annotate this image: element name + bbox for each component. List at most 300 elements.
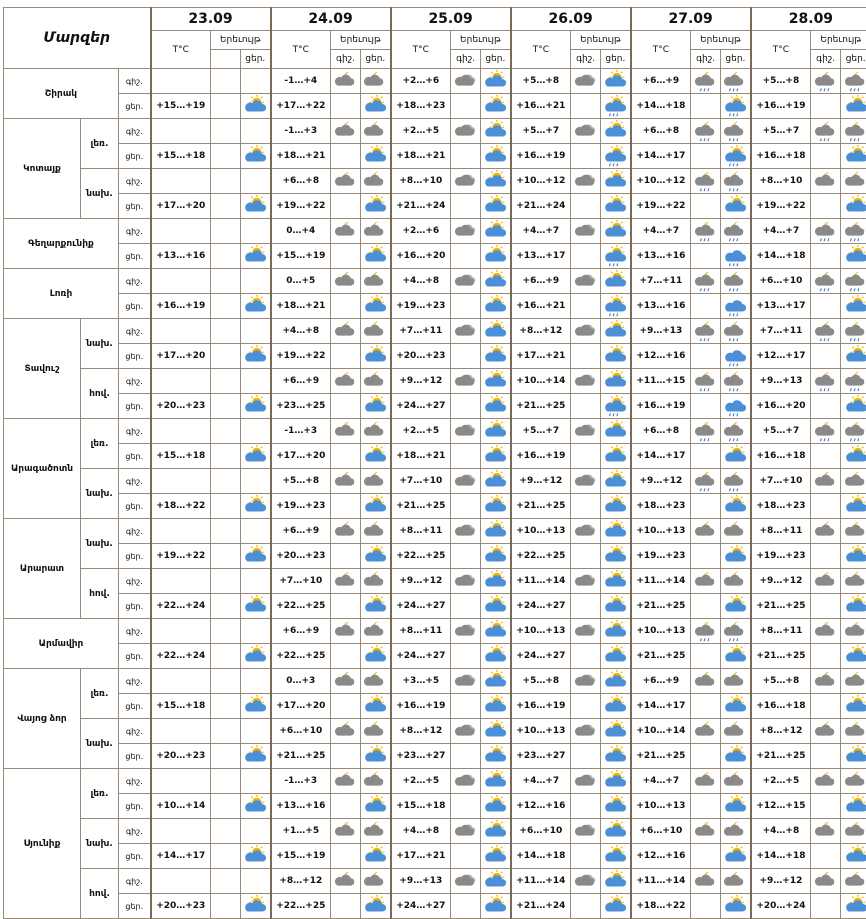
temp-range: +6…+10 [511,819,571,844]
icon-cell-empty [331,94,361,119]
moon-rain-icon [691,369,721,394]
sun-cloud-icon [361,594,391,619]
temp-range: +16…+20 [751,394,811,419]
temp-range: +21…+25 [511,394,571,419]
icon-cell-empty [331,594,361,619]
temp-range: +6…+9 [631,69,691,94]
overcast-icon [451,269,481,294]
temp-range: +10…+13 [511,619,571,644]
sun-cloud-icon [481,444,511,469]
temp-range: +11…+15 [631,369,691,394]
sun-rain-icon [601,394,631,419]
region-name: Կոտայք [4,119,81,219]
temp-range: +7…+11 [631,269,691,294]
region-name: Տավուշ [4,319,81,419]
overcast-icon [571,619,601,644]
icon-cell-empty [211,94,241,119]
temp-range: +21…+25 [631,644,691,669]
period-label: ցեր. [119,94,151,119]
icon-cell-empty [361,169,391,194]
icon-cell-empty [811,144,841,169]
forecast-row [4,194,866,219]
icon-cell-empty [211,219,241,244]
icon-cell-empty [691,194,721,219]
icon-cell-empty [721,769,751,794]
temp-range: -1…+3 [271,419,331,444]
period-label: ցեր. [119,544,151,569]
temp-range: +23…+27 [391,744,451,769]
temp-range: +19…+22 [631,194,691,219]
zone-label: լեռ. [81,669,119,719]
icon-cell-empty [361,869,391,894]
period-label: ցեր. [119,594,151,619]
icon-cell-empty [211,269,241,294]
icon-cell-empty [691,544,721,569]
forecast-row [4,244,866,269]
temp-range: +20…+23 [151,894,211,919]
icon-cell-empty [481,869,511,894]
icon-cell-empty [211,194,241,219]
sun-cloud-icon [601,344,631,369]
zone-label: նախ. [81,469,119,519]
icon-cell-empty [451,644,481,669]
sun-rain-icon [721,144,751,169]
temp-range: +5…+8 [511,69,571,94]
icon-cell-empty [211,744,241,769]
icon-cell-empty [451,544,481,569]
icon-cell-empty [691,394,721,419]
period-label: ցեր. [119,494,151,519]
overcast-icon [451,669,481,694]
icon-cell-empty [331,244,361,269]
sun-rain-icon [721,94,751,119]
overcast-icon [451,569,481,594]
period-label: ցեր. [119,394,151,419]
icon-cell-empty [691,494,721,519]
icon-cell-empty [331,894,361,919]
temp-range: +10…+13 [631,794,691,819]
temp-range: +15…+19 [271,844,331,869]
icon-cell-empty [691,344,721,369]
sun-cloud-icon [601,694,631,719]
temp-range: +14…+17 [631,694,691,719]
forecast-row [4,294,866,319]
period-label: գիշ. [119,519,151,544]
temp-range [151,69,211,94]
overcast-icon [451,869,481,894]
region-name: Արագածոտն [4,419,81,519]
moon-rain-icon [811,219,841,244]
temp-range: +10…+13 [631,619,691,644]
sun-cloud-icon [601,444,631,469]
icon-cell-empty [811,844,841,869]
icon-cell-empty [601,419,631,444]
sun-cloud-icon [361,644,391,669]
temp-range: +16…+18 [751,444,811,469]
icon-cell-empty [691,244,721,269]
sun-cloud-icon [721,644,751,669]
icon-cell-empty [811,794,841,819]
sun-cloud-icon [481,194,511,219]
icon-cell-empty [841,569,866,594]
icon-cell-empty [241,119,271,144]
sun-cloud-icon [601,544,631,569]
temp-range: +15…+19 [151,94,211,119]
temp-range: +23…+27 [511,744,571,769]
temp-range: 0…+4 [271,219,331,244]
temp-range: +6…+10 [271,719,331,744]
forecast-row [4,344,866,369]
period-label: գիշ. [119,619,151,644]
sun-cloud-icon [721,594,751,619]
icon-cell-empty [211,69,241,94]
sun-cloud-icon [481,744,511,769]
cloud-moon-icon [331,269,361,294]
icon-cell-empty [721,369,751,394]
icon-cell-empty [841,769,866,794]
icon-cell-empty [601,669,631,694]
sun-cloud-icon [241,894,271,919]
period-label: գիշ. [119,819,151,844]
icon-cell-empty [211,419,241,444]
moon-rain-icon [691,219,721,244]
overcast-icon [451,369,481,394]
temp-range: +4…+8 [271,319,331,344]
temp-range: +14…+18 [631,94,691,119]
temp-range: +20…+23 [271,544,331,569]
temp-range [151,469,211,494]
temp-range: +24…+27 [391,644,451,669]
icon-cell-empty [811,744,841,769]
icon-cell-empty [571,144,601,169]
icon-cell-empty [811,294,841,319]
period-label: ցեր. [119,344,151,369]
overcast-icon [571,169,601,194]
sky-day-header: ցեր. [841,50,866,69]
temp-range: +20…+23 [151,394,211,419]
temp-range: +6…+8 [271,169,331,194]
overcast-icon [571,869,601,894]
icon-cell-empty [721,419,751,444]
sky-night-header: գիշ. [691,50,721,69]
sun-cloud-icon [241,494,271,519]
period-label: գիշ. [119,169,151,194]
region-name: Լոռի [4,269,119,319]
temp-range: +2…+5 [751,769,811,794]
icon-cell-empty [481,669,511,694]
icon-cell-empty [481,569,511,594]
period-label: գիշ. [119,119,151,144]
temp-range [151,319,211,344]
sun-cloud-icon [481,894,511,919]
cloud-moon-icon [331,219,361,244]
temp-range: +6…+10 [631,819,691,844]
temp-range: +10…+13 [511,719,571,744]
period-label: գիշ. [119,469,151,494]
period-label: գիշ. [119,69,151,94]
forecast-row [4,569,866,594]
period-label: գիշ. [119,269,151,294]
overcast-icon [571,369,601,394]
temp-range: +10…+13 [511,519,571,544]
sun-cloud-icon [481,394,511,419]
temp-header: T°C [391,31,451,69]
forecast-row [4,644,866,669]
icon-cell-empty [811,444,841,469]
sun-cloud-icon [841,544,866,569]
forecast-row [4,819,866,844]
temp-range [151,869,211,894]
icon-cell-empty [601,219,631,244]
icon-cell-empty [451,344,481,369]
sun-cloud-icon [601,844,631,869]
overcast-icon [571,419,601,444]
overcast-icon [571,319,601,344]
temp-range: +18…+23 [751,494,811,519]
temp-range: +24…+27 [391,894,451,919]
icon-cell-empty [841,819,866,844]
icon-cell-empty [361,519,391,544]
icon-cell-empty [481,519,511,544]
temp-range: +4…+8 [391,269,451,294]
icon-cell-empty [361,369,391,394]
icon-cell-empty [451,694,481,719]
moon-rain-icon [691,69,721,94]
icon-cell-empty [721,569,751,594]
icon-cell-empty [451,794,481,819]
icon-cell-empty [571,494,601,519]
sun-cloud-icon [481,594,511,619]
icon-cell-empty [211,319,241,344]
icon-cell-empty [571,694,601,719]
sun-cloud-icon [481,544,511,569]
temp-range: +16…+19 [751,94,811,119]
sky-header: Երեւույթ [811,31,866,50]
temp-range: +21…+24 [511,894,571,919]
icon-cell-empty [811,644,841,669]
temp-range: +18…+22 [631,894,691,919]
icon-cell-empty [331,694,361,719]
rain-cloud-icon [721,394,751,419]
temp-range: +11…+14 [511,869,571,894]
icon-cell-empty [211,169,241,194]
forecast-row [4,719,866,744]
temp-range: +14…+18 [751,844,811,869]
icon-cell-empty [331,144,361,169]
icon-cell-empty [481,369,511,394]
icon-cell-empty [721,619,751,644]
temp-range: +16…+19 [511,444,571,469]
forecast-row [4,319,866,344]
temp-range: +12…+16 [631,844,691,869]
temp-range: +19…+22 [151,544,211,569]
icon-cell-empty [451,244,481,269]
date-header: 24.09 [271,8,391,31]
overcast-icon [571,119,601,144]
sun-cloud-icon [481,844,511,869]
temp-range: +7…+10 [271,569,331,594]
icon-cell-empty [481,419,511,444]
temp-range: +12…+16 [631,344,691,369]
temp-range: +5…+8 [511,669,571,694]
icon-cell-empty [211,694,241,719]
temp-range: +8…+12 [391,719,451,744]
icon-cell-empty [811,394,841,419]
forecast-row [4,469,866,494]
moon-rain-icon [811,319,841,344]
moon-rain-icon [811,69,841,94]
temp-range: +18…+21 [271,144,331,169]
temp-range: +18…+23 [631,494,691,519]
forecast-row [4,494,866,519]
cloud-moon-icon [331,519,361,544]
sun-cloud-icon [241,294,271,319]
overcast-icon [571,769,601,794]
temp-range: +5…+7 [511,119,571,144]
forecast-row [4,669,866,694]
icon-cell-empty [691,894,721,919]
forecast-row [4,144,866,169]
period-label: ցեր. [119,894,151,919]
sky-header: Երեւույթ [451,31,511,50]
temp-range: +17…+20 [271,694,331,719]
period-label: ցեր. [119,794,151,819]
temp-range [151,419,211,444]
icon-cell-empty [691,444,721,469]
sun-cloud-icon [841,844,866,869]
period-label: գիշ. [119,219,151,244]
moon-cloud-icon [811,169,841,194]
icon-cell-empty [841,519,866,544]
date-header: 28.09 [751,8,866,31]
icon-cell-empty [361,769,391,794]
icon-cell-empty [211,644,241,669]
forecast-row [4,419,866,444]
forecast-row [4,369,866,394]
icon-cell-empty [721,869,751,894]
overcast-icon [451,469,481,494]
icon-cell-empty [451,94,481,119]
sun-cloud-icon [361,444,391,469]
temp-range: +14…+17 [631,444,691,469]
sun-cloud-icon [361,694,391,719]
moon-cloud-icon [811,869,841,894]
icon-cell-empty [601,769,631,794]
moon-cloud-icon [691,819,721,844]
temp-range: -1…+3 [271,119,331,144]
forecast-row [4,594,866,619]
moon-rain-icon [691,319,721,344]
icon-cell-empty [451,744,481,769]
icon-cell-empty [331,644,361,669]
icon-cell-empty [211,669,241,694]
temp-range: +8…+11 [391,519,451,544]
period-label: գիշ. [119,419,151,444]
cloud-moon-icon [331,419,361,444]
temp-range: +22…+24 [151,644,211,669]
sun-cloud-icon [601,794,631,819]
sky-day-header: ցեր. [721,50,751,69]
temp-range: +13…+16 [271,794,331,819]
icon-cell-empty [601,69,631,94]
temp-range: +21…+24 [511,194,571,219]
temp-range [151,169,211,194]
temp-range: +17…+21 [391,844,451,869]
icon-cell-empty [601,819,631,844]
temp-range: +16…+21 [511,94,571,119]
temp-range: +8…+11 [391,619,451,644]
temp-range: +6…+10 [751,269,811,294]
temp-range: +22…+25 [271,894,331,919]
icon-cell-empty [241,419,271,444]
icon-cell-empty [241,619,271,644]
temp-range: +8…+10 [751,169,811,194]
icon-cell-empty [211,144,241,169]
date-header: 26.09 [511,8,631,31]
overcast-icon [451,219,481,244]
overcast-icon [451,769,481,794]
period-label: ցեր. [119,144,151,169]
icon-cell-empty [361,119,391,144]
rain-cloud-icon [721,344,751,369]
icon-cell-empty [691,844,721,869]
icon-cell-empty [601,519,631,544]
temp-range: +13…+17 [511,244,571,269]
temp-range: +2…+5 [391,119,451,144]
icon-cell-empty [211,894,241,919]
sun-cloud-icon [481,794,511,819]
temp-range [151,719,211,744]
moon-rain-icon [811,269,841,294]
temp-range: +13…+16 [631,294,691,319]
temp-range: +21…+25 [751,744,811,769]
temp-range: +16…+19 [511,694,571,719]
icon-cell-empty [721,119,751,144]
icon-cell-empty [601,619,631,644]
sun-cloud-icon [241,744,271,769]
zone-label: նախ. [81,819,119,869]
moon-cloud-icon [811,569,841,594]
temp-range: +17…+20 [151,194,211,219]
temp-range: +9…+12 [391,569,451,594]
temp-range [151,819,211,844]
icon-cell-empty [841,69,866,94]
temp-range: +11…+14 [631,569,691,594]
overcast-icon [571,669,601,694]
region-name: Արմավիր [4,619,119,669]
temp-range: +7…+11 [751,319,811,344]
overcast-icon [451,619,481,644]
temp-range: +2…+5 [391,769,451,794]
date-header: 23.09 [151,8,271,31]
icon-cell-empty [211,619,241,644]
temp-range: +18…+21 [391,444,451,469]
temp-range [151,269,211,294]
icon-cell-empty [211,844,241,869]
temp-range: +7…+10 [391,469,451,494]
icon-cell-empty [841,269,866,294]
icon-cell-empty [691,644,721,669]
temp-range: +5…+8 [751,669,811,694]
overcast-icon [571,569,601,594]
temp-range: +16…+21 [511,294,571,319]
icon-cell-empty [811,594,841,619]
icon-cell-empty [571,794,601,819]
temp-range: +6…+9 [271,519,331,544]
temp-range: +19…+23 [391,294,451,319]
temp-range: +22…+24 [151,594,211,619]
temp-range: +2…+6 [391,219,451,244]
